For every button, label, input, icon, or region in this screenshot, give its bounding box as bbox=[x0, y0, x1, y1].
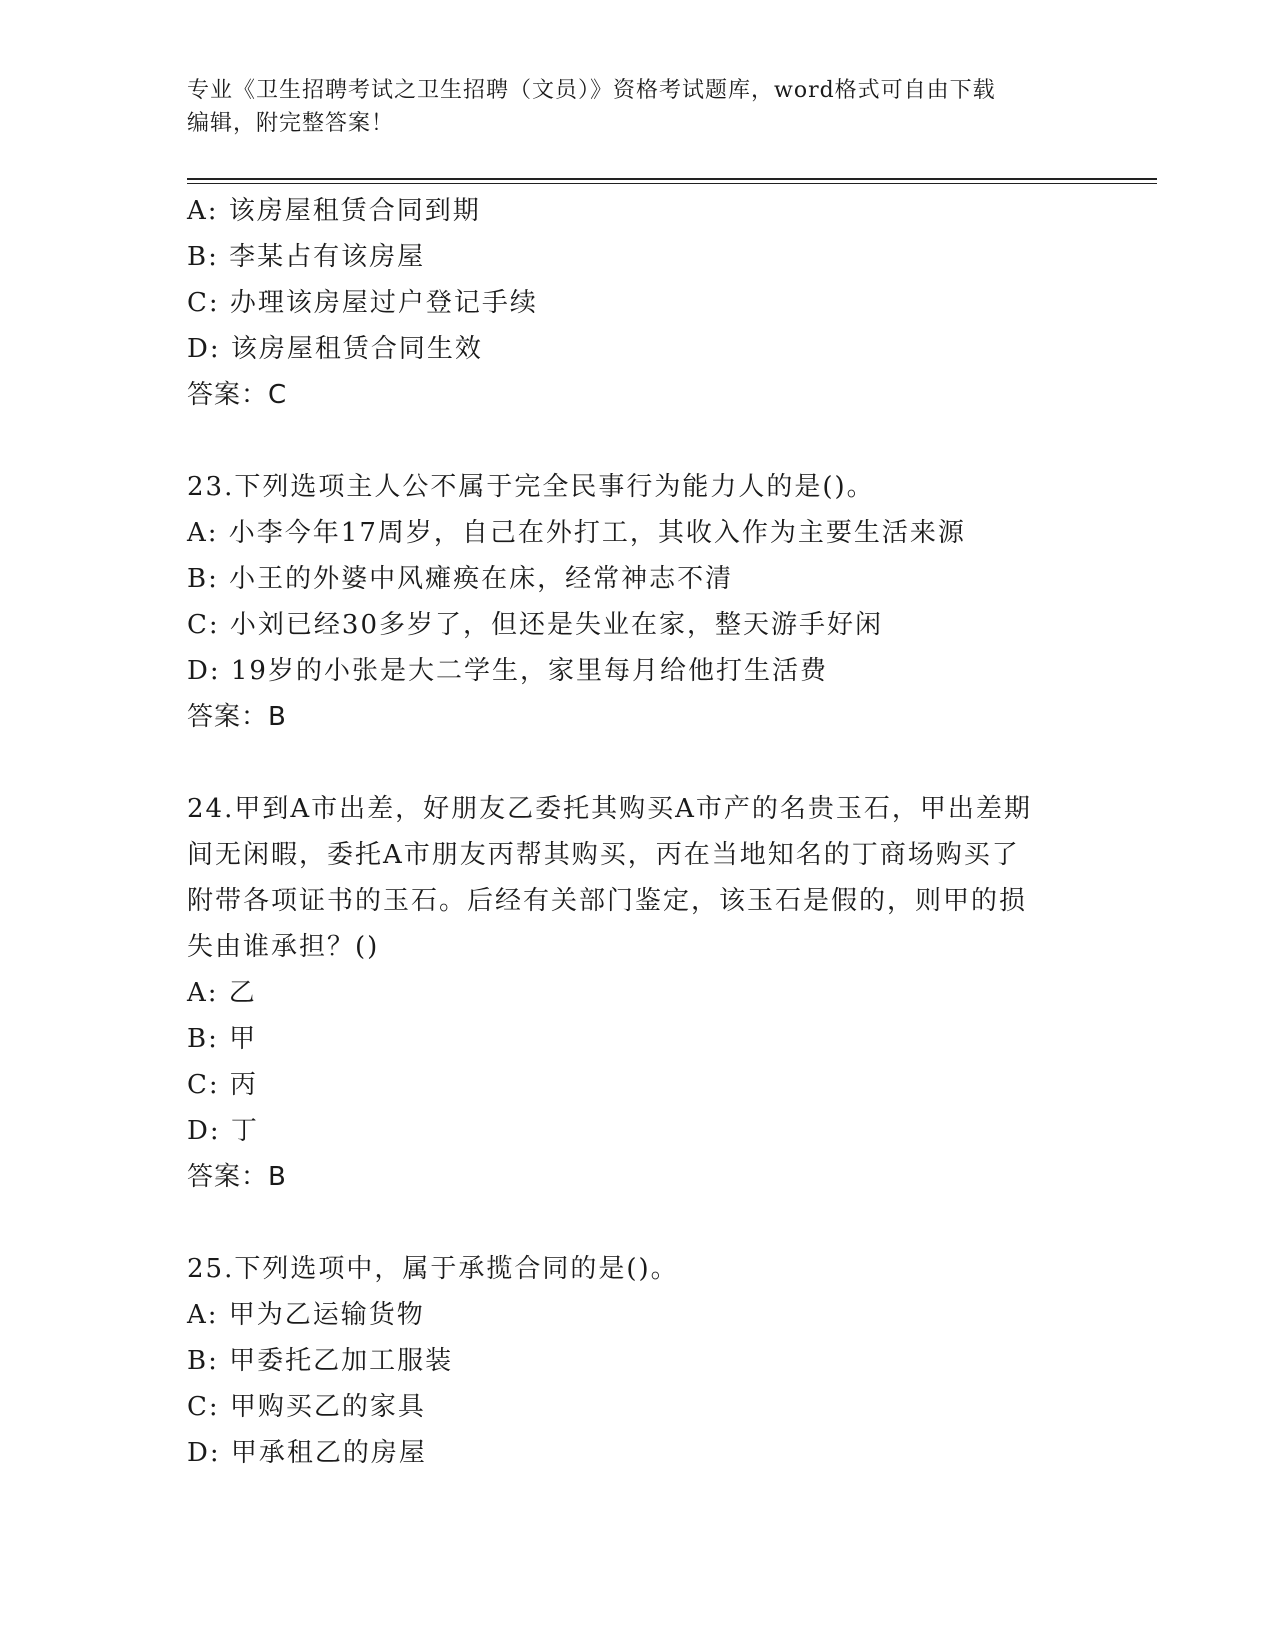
q25-option-d: D: 甲承租乙的房屋 bbox=[187, 1438, 427, 1468]
q24-option-c: C: 丙 bbox=[187, 1070, 258, 1100]
document-header bbox=[187, 74, 1087, 140]
q23-stem: 23.下列选项主人公不属于完全民事行为能力人的是()。 bbox=[187, 472, 875, 502]
question-content bbox=[187, 188, 1107, 1476]
q25-stem: 25.下列选项中，属于承揽合同的是()。 bbox=[187, 1254, 679, 1284]
q24-stem-line-4: 失由谁承担？() bbox=[187, 932, 380, 962]
q24-stem-line-1: 24.甲到A市出差，好朋友乙委托其购买A市产的名贵玉石，甲出差期 bbox=[187, 794, 1032, 824]
header-rule-thick bbox=[187, 178, 1157, 180]
q22-option-d: D: 该房屋租赁合同生效 bbox=[187, 334, 483, 364]
q22-answer: 答案：C bbox=[187, 380, 288, 410]
spacer bbox=[187, 418, 1107, 464]
q24-answer: 答案：B bbox=[187, 1162, 287, 1192]
question-22 bbox=[187, 188, 1107, 418]
q24-option-d: D: 丁 bbox=[187, 1116, 259, 1146]
header-line-2: 编辑，附完整答案！ bbox=[187, 111, 395, 136]
q24-option-a: A: 乙 bbox=[187, 978, 257, 1008]
q23-option-b: B: 小王的外婆中风瘫痪在床，经常神志不清 bbox=[187, 564, 734, 594]
header-line-1: 专业《卫生招聘考试之卫生招聘（文员）》资格考试题库，word格式可自由下载 bbox=[187, 78, 996, 103]
q24-option-b: B: 甲 bbox=[187, 1024, 258, 1054]
q25-option-c: C: 甲购买乙的家具 bbox=[187, 1392, 426, 1422]
spacer bbox=[187, 1200, 1107, 1246]
q22-option-a: A: 该房屋租赁合同到期 bbox=[187, 196, 481, 226]
question-23 bbox=[187, 464, 1107, 740]
q23-option-c: C: 小刘已经30多岁了，但还是失业在家，整天游手好闲 bbox=[187, 610, 884, 640]
q25-option-b: B: 甲委托乙加工服装 bbox=[187, 1346, 454, 1376]
q22-option-b: B: 李某占有该房屋 bbox=[187, 242, 426, 272]
question-24 bbox=[187, 786, 1107, 1200]
q23-option-d: D: 19岁的小张是大二学生，家里每月给他打生活费 bbox=[187, 656, 828, 686]
header-rule-thin bbox=[187, 183, 1157, 184]
q22-option-c: C: 办理该房屋过户登记手续 bbox=[187, 288, 538, 318]
question-25 bbox=[187, 1246, 1107, 1476]
spacer bbox=[187, 740, 1107, 786]
q23-answer: 答案：B bbox=[187, 702, 287, 732]
q24-stem-line-2: 间无闲暇，委托A市朋友丙帮其购买，丙在当地知名的丁商场购买了 bbox=[187, 840, 1020, 870]
q25-option-a: A: 甲为乙运输货物 bbox=[187, 1300, 425, 1330]
q23-option-a: A: 小李今年17周岁，自己在外打工，其收入作为主要生活来源 bbox=[187, 518, 966, 548]
q24-stem-line-3: 附带各项证书的玉石。后经有关部门鉴定，该玉石是假的，则甲的损 bbox=[187, 886, 1028, 916]
